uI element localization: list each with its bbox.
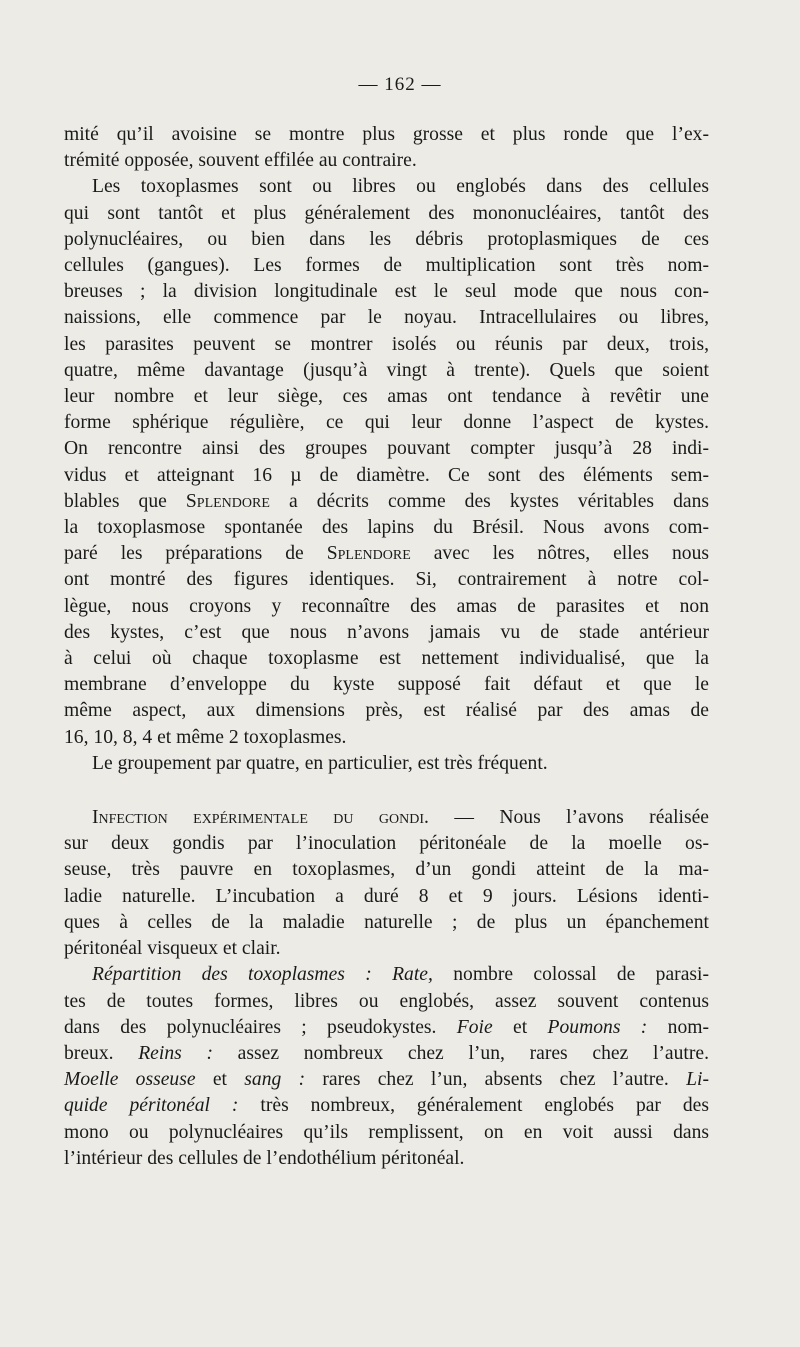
text-line: ques à celles de la maladie naturelle ; de plus un épanchement (64, 911, 709, 933)
text-run: nom- (647, 1016, 710, 1038)
text-line (64, 489, 709, 515)
text-line: mono ou polynucléaires qu’ils remplissent, on en voit aussi dans (64, 1121, 709, 1143)
text-line: mité qu’il avoisine se montre plus grosse et plus ronde que l’ex- (64, 124, 709, 145)
text-line: 16, 10, 8, 4 et même 2 toxoplasmes. (64, 726, 347, 748)
author-name: Splendore (326, 543, 411, 565)
italic-term: Reins : (138, 1042, 213, 1064)
text-run: blables que (64, 490, 186, 512)
text-line: forme sphérique régulière, ce qui leur donne l’aspect de kystes. (64, 412, 709, 434)
italic-term: Répartition des toxoplasmes : Rate, (92, 964, 433, 986)
text-run: et (492, 1016, 548, 1038)
author-name: Splendore (185, 490, 270, 512)
paragraph-gap (64, 777, 709, 805)
text-line (64, 962, 709, 988)
text-line: Les toxoplasmes sont ou libres ou englobés dans des cellules (92, 176, 709, 198)
text-line (64, 1067, 709, 1093)
text-line: même aspect, aux dimensions près, est réalisé par des amas de (64, 700, 709, 722)
text-line: membrane d’enveloppe du kyste supposé fait défaut et que le (64, 674, 709, 696)
text-line: On rencontre ainsi des groupes pouvant compter jusqu’à 28 indi- (64, 438, 709, 460)
italic-term: Li- (686, 1069, 709, 1091)
text-line: quatre, même davantage (jusqu’à vingt à trente). Quels que soient (64, 359, 709, 381)
text-line (64, 805, 709, 831)
text-line: les parasites peuvent se montrer isolés ou réunis par deux, trois, (64, 333, 709, 355)
text-line: l’intérieur des cellules de l’endothélium péritonéal. (64, 1147, 465, 1169)
text-run: paré les préparations de (64, 543, 327, 565)
text-line (64, 541, 709, 567)
text-run: rares chez l’un, absents chez l’autre. (305, 1069, 687, 1091)
text-run: — Nous l’avons réalisée (428, 807, 710, 829)
text-line: qui sont tantôt et plus généralement des mononucléaires, tantôt des (64, 202, 709, 224)
text-run: a décrits comme des kystes véritables dans (269, 490, 709, 512)
text-run: dans des polynucléaires ; pseudokystes. (64, 1016, 457, 1038)
text-line: des kystes, c’est que nous n’avons jamais vu de stade antérieur (64, 621, 709, 643)
body-text (64, 122, 709, 1172)
italic-term: Poumons : (547, 1016, 648, 1038)
text-line: leur nombre et leur siège, ces amas ont tendance à revêtir une (64, 386, 709, 408)
italic-term: Foie (456, 1016, 493, 1038)
page-number: — 162 — (358, 74, 442, 95)
text-line: cellules (gangues). Les formes de multiplication sont très nom- (64, 255, 709, 277)
text-line: ont montré des figures identiques. Si, contrairement à notre col- (64, 569, 709, 591)
text-run: et (195, 1069, 245, 1091)
text-line: trémité opposée, souvent effilée au contraire. (64, 150, 417, 172)
text-run: avec les nôtres, elles nous (410, 543, 709, 565)
text-line: la toxoplasmose spontanée des lapins du Brésil. Nous avons com- (64, 517, 709, 539)
text-line: sur deux gondis par l’inoculation péritonéale de la moelle os- (64, 833, 709, 855)
text-line: péritonéal visqueux et clair. (64, 938, 281, 960)
text-run: nombre colossal de parasi- (432, 964, 709, 986)
text-line: vidus et atteignant 16 µ de diamètre. Ce sont des éléments sem- (64, 464, 709, 486)
text-line (64, 1093, 709, 1119)
text-run: très nombreux, généralement englobés par des (238, 1095, 710, 1117)
text-line: breuses ; la division longitudinale est le seul mode que nous con- (64, 281, 709, 303)
section-heading: Infection expérimentale du gondi. (92, 807, 429, 829)
text-run: breux. (64, 1042, 139, 1064)
italic-term: Moelle osseuse (64, 1069, 196, 1091)
text-line (64, 1015, 709, 1041)
text-line: polynucléaires, ou bien dans les débris protoplasmiques de ces (64, 228, 709, 250)
text-line: lègue, nous croyons y reconnaître des amas de parasites et non (64, 595, 709, 617)
text-line: tes de toutes formes, libres ou englobés, assez souvent contenus (64, 990, 709, 1012)
text-line (64, 1041, 709, 1067)
text-line: ladie naturelle. L’incubation a duré 8 et 9 jours. Lésions identi- (64, 885, 709, 907)
text-line: seuse, très pauvre en toxoplasmes, d’un gondi atteint de la ma- (64, 859, 709, 881)
text-line: Le groupement par quatre, en particulier, est très fréquent. (92, 752, 548, 774)
text-line: naissions, elle commence par le noyau. Intracellulaires ou libres, (64, 307, 709, 329)
italic-term: sang : (244, 1069, 306, 1091)
text-run: assez nombreux chez l’un, rares chez l’autre. (212, 1042, 709, 1064)
italic-term: quide péritonéal : (64, 1095, 239, 1117)
text-line: à celui où chaque toxoplasme est nettement individualisé, que la (64, 648, 709, 670)
